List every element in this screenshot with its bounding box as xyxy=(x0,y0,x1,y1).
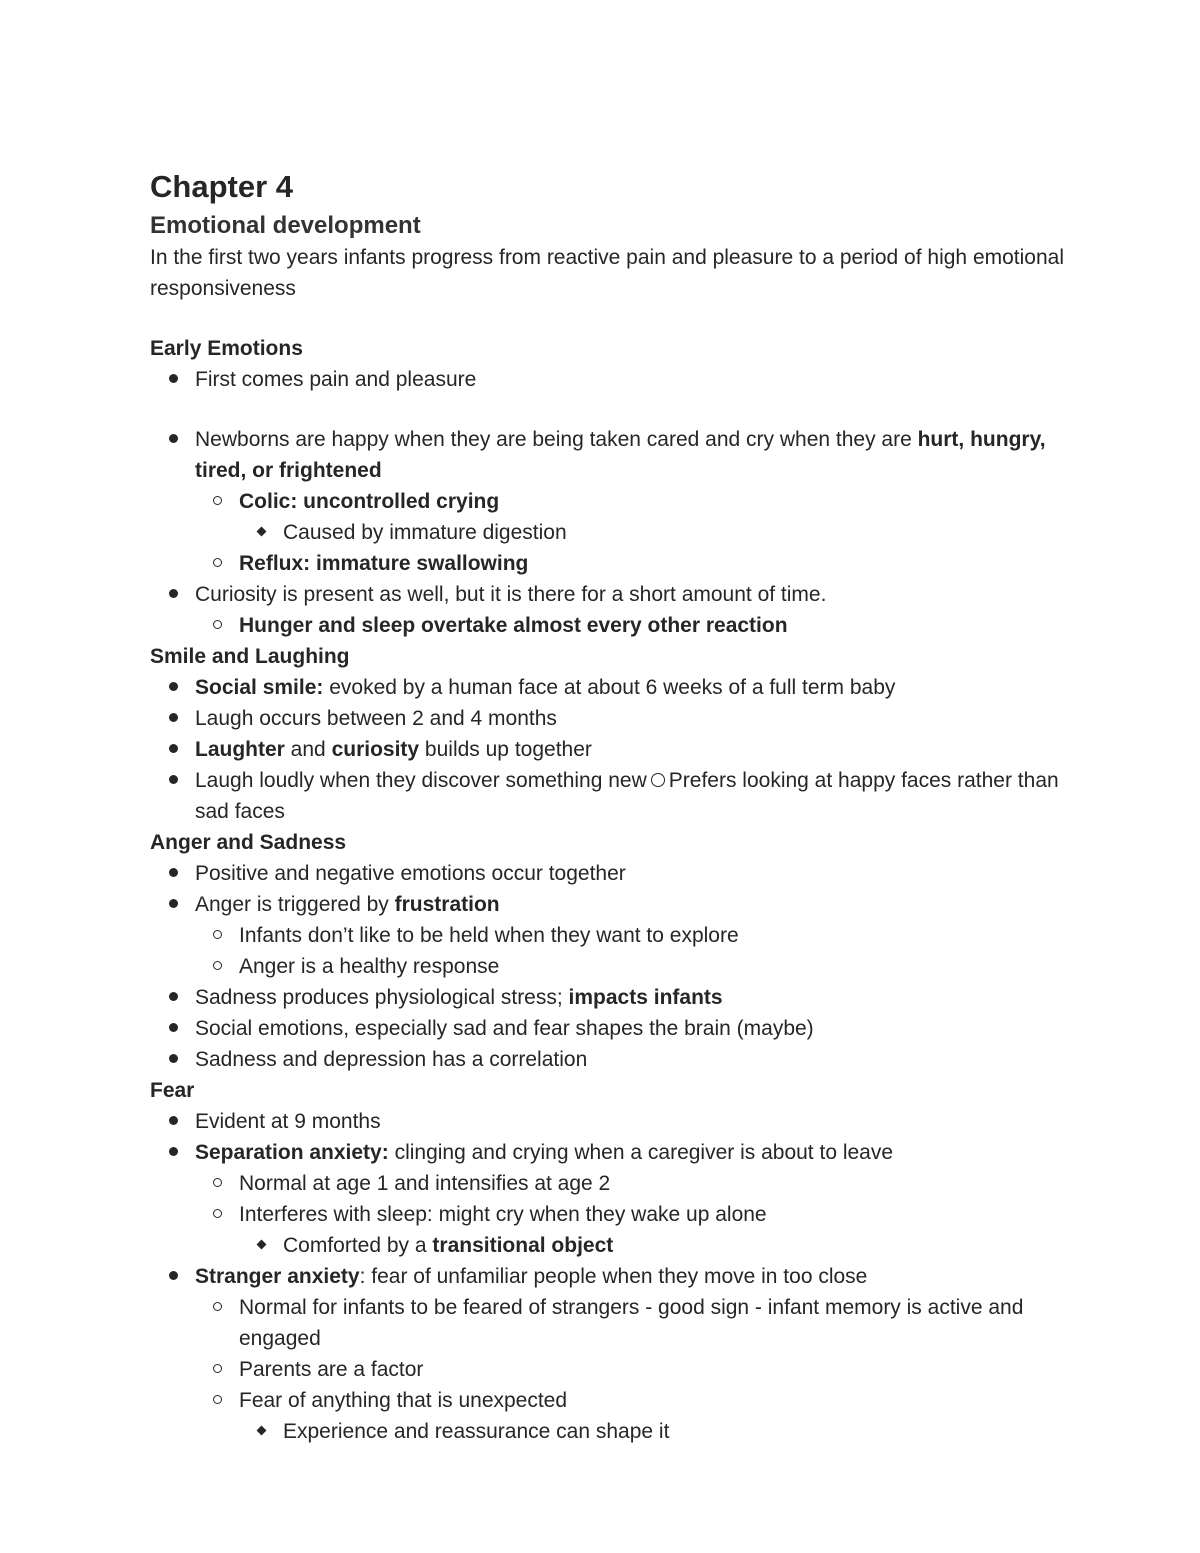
bullet-ring-icon xyxy=(213,558,222,567)
bullet-dot-icon xyxy=(169,1271,178,1280)
bullet-ring-icon xyxy=(213,930,222,939)
section-heading: Emotional development xyxy=(150,212,421,239)
bullet-dot-icon xyxy=(169,434,178,443)
list-item: Caused by immature digestion xyxy=(150,517,1070,548)
bullet-dot-icon xyxy=(169,1116,178,1125)
bullet-ring-icon xyxy=(213,1178,222,1187)
list-item: Evident at 9 months xyxy=(150,1106,1070,1137)
fear-title: Fear xyxy=(150,1079,195,1102)
bullet-dot-icon xyxy=(169,899,178,908)
bullet-ring-icon xyxy=(213,961,222,970)
bullet-ring-icon xyxy=(213,1395,222,1404)
list-item: Sadness and depression has a correlation xyxy=(150,1044,1070,1075)
bullet-dot-icon xyxy=(169,1147,178,1156)
list-item: Sadness produces physiological stress; impacts infants xyxy=(150,982,1070,1013)
list-item: First comes pain and pleasure xyxy=(150,364,1070,395)
list-item: Infants don’t like to be held when they want to explore xyxy=(150,920,1070,951)
list-item: Colic: uncontrolled crying xyxy=(150,486,1070,517)
list-item: Parents are a factor xyxy=(150,1354,1070,1385)
anger-sadness-title: Anger and Sadness xyxy=(150,831,347,854)
bullet-dot-icon xyxy=(169,744,178,753)
bullet-dot-icon xyxy=(169,992,178,1001)
early-emotions-title: Early Emotions xyxy=(150,337,303,360)
smile-laughing-title: Smile and Laughing xyxy=(150,645,350,668)
list-item: Stranger anxiety: fear of unfamiliar people when they move in too close xyxy=(150,1261,1070,1292)
bullet-dot-icon xyxy=(169,713,178,722)
bullet-dot-icon xyxy=(169,589,178,598)
bullet-diamond-icon xyxy=(256,527,266,537)
list-item: Positive and negative emotions occur together xyxy=(150,858,1070,889)
intro-paragraph: In the first two years infants progress from reactive pain and pleasure to a period of high emotional responsiveness xyxy=(150,246,1064,300)
list-item: Fear of anything that is unexpected xyxy=(150,1385,1070,1416)
bullet-diamond-icon xyxy=(256,1240,266,1250)
list-item: Curiosity is present as well, but it is there for a short amount of time. xyxy=(150,579,1070,610)
list-item: Laughter and curiosity builds up together xyxy=(150,734,1070,765)
list-item: Anger is triggered by frustration xyxy=(150,889,1070,920)
list-item: Anger is a healthy response xyxy=(150,951,1070,982)
list-item: Hunger and sleep overtake almost every other reaction xyxy=(150,610,1070,641)
list-item: Reflux: immature swallowing xyxy=(150,548,1070,579)
list-item: Laugh loudly when they discover something new Prefers looking at happy faces rather than sad faces xyxy=(150,765,1070,827)
bullet-dot-icon xyxy=(169,682,178,691)
inline-ring-icon xyxy=(651,773,665,787)
bullet-ring-icon xyxy=(213,496,222,505)
bullet-ring-icon xyxy=(213,1209,222,1218)
list-item: Normal for infants to be feared of strangers - good sign - infant memory is active and engaged xyxy=(150,1292,1070,1354)
document-page xyxy=(150,165,1070,1447)
list-item: Interferes with sleep: might cry when they wake up alone xyxy=(150,1199,1070,1230)
list-item: Experience and reassurance can shape it xyxy=(150,1416,1070,1447)
list-item: Comforted by a transitional object xyxy=(150,1230,1070,1261)
list-item: Separation anxiety: clinging and crying when a caregiver is about to leave xyxy=(150,1137,1070,1168)
bullet-dot-icon xyxy=(169,374,178,383)
bullet-dot-icon xyxy=(169,1054,178,1063)
bullet-diamond-icon xyxy=(256,1426,266,1436)
list-item: Social smile: evoked by a human face at about 6 weeks of a full term baby xyxy=(150,672,1070,703)
bullet-ring-icon xyxy=(213,1364,222,1373)
bullet-dot-icon xyxy=(169,775,178,784)
bullet-dot-icon xyxy=(169,1023,178,1032)
list-item: Laugh occurs between 2 and 4 months xyxy=(150,703,1070,734)
list-item: Newborns are happy when they are being taken cared and cry when they are hurt, hungry, tired, or frightened xyxy=(150,424,1070,486)
list-item: Social emotions, especially sad and fear shapes the brain (maybe) xyxy=(150,1013,1070,1044)
bullet-ring-icon xyxy=(213,620,222,629)
bullet-ring-icon xyxy=(213,1302,222,1311)
list-item: Normal at age 1 and intensifies at age 2 xyxy=(150,1168,1070,1199)
chapter-title: Chapter 4 xyxy=(150,169,293,204)
bullet-dot-icon xyxy=(169,868,178,877)
